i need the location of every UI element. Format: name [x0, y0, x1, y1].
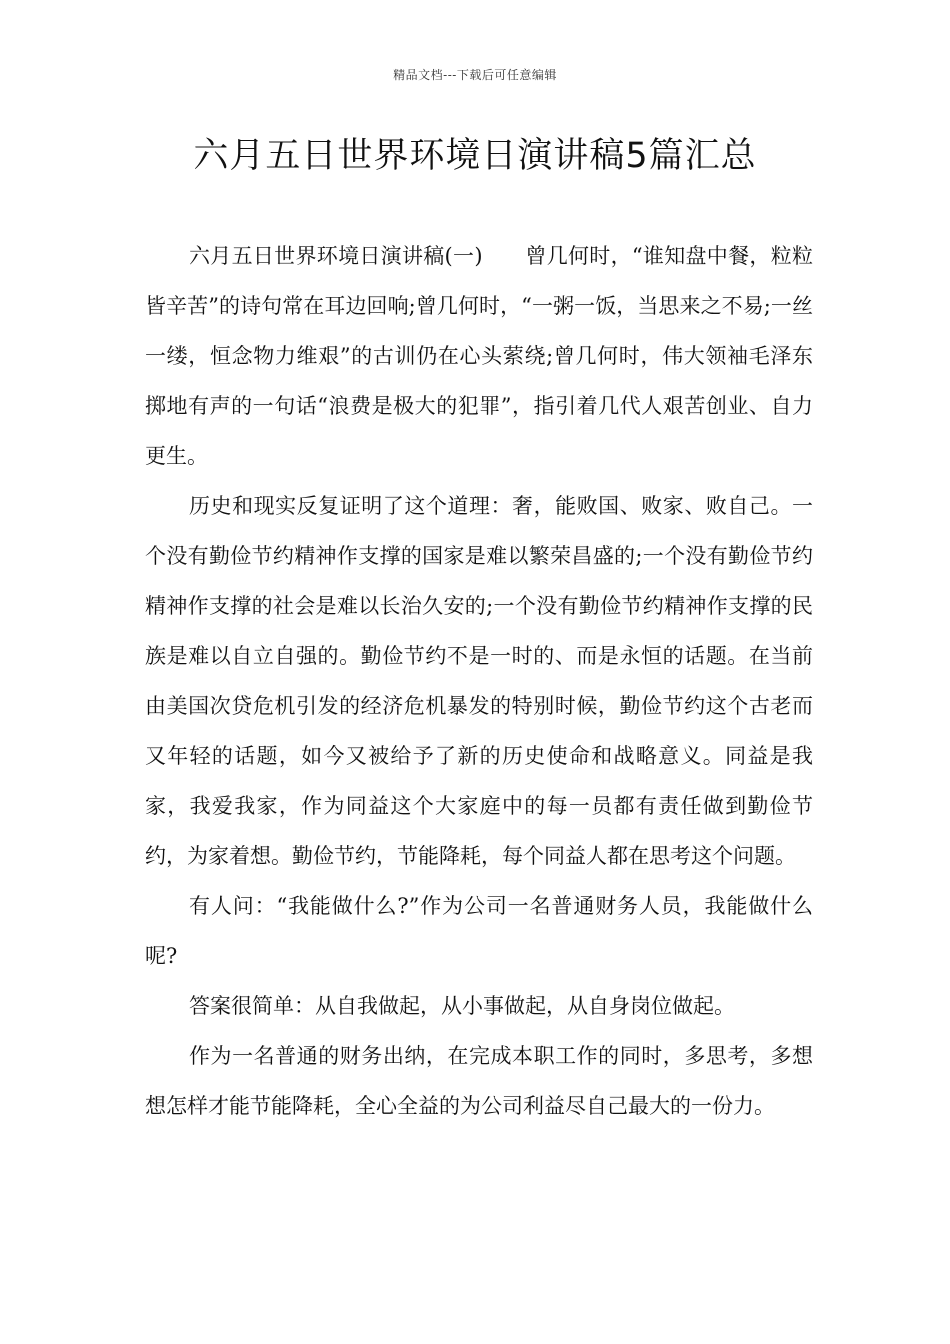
document-title: 六月五日世界环境日演讲稿5篇汇总 — [193, 136, 757, 176]
paragraph: 有人问：“我能做什么?”作为公司一名普通财务人员，我能做什么呢? — [145, 894, 813, 968]
paragraph: 六月五日世界环境日演讲稿(一) 曾几何时，“谁知盘中餐，粒粒皆辛苦”的诗句常在耳边回响;曾几何时，“一粥一饭，当思来之不易;一丝一缕，恒念物力维艰”的古训仍在心头萦绕;曾几何时，伟大领袖毛泽东掷地有声的一句话“浪费是极大的犯罪”，指引着几代人艰苦创业、自力更生。 — [145, 244, 813, 468]
paragraph: 作为一名普通的财务出纳，在完成本职工作的同时，多思考，多想想怎样才能节能降耗，全心全益的为公司利益尽自己最大的一份力。 — [145, 1044, 813, 1118]
page-header: 精品文档---下载后可任意编辑 — [393, 68, 557, 82]
document-body — [145, 231, 813, 1131]
paragraph: 历史和现实反复证明了这个道理：奢，能败国、败家、败自己。一个没有勤俭节约精神作支撑的国家是难以繁荣昌盛的;一个没有勤俭节约精神作支撑的社会是难以长治久安的;一个没有勤俭节约精神作支撑的民族是难以自立自强的。勤俭节约不是一时的、而是永恒的话题。在当前由美国次贷危机引发的经济危机暴发的特别时候，勤俭节约这个古老而又年轻的话题，如今又被给予了新的历史使命和战略意义。同益是我家，我爱我家，作为同益这个大家庭中的每一员都有责任做到勤俭节约，为家着想。勤俭节约，节能降耗，每个同益人都在思考这个问题。 — [145, 494, 813, 868]
paragraph: 答案很简单：从自我做起，从小事做起，从自身岗位做起。 — [189, 994, 735, 1018]
